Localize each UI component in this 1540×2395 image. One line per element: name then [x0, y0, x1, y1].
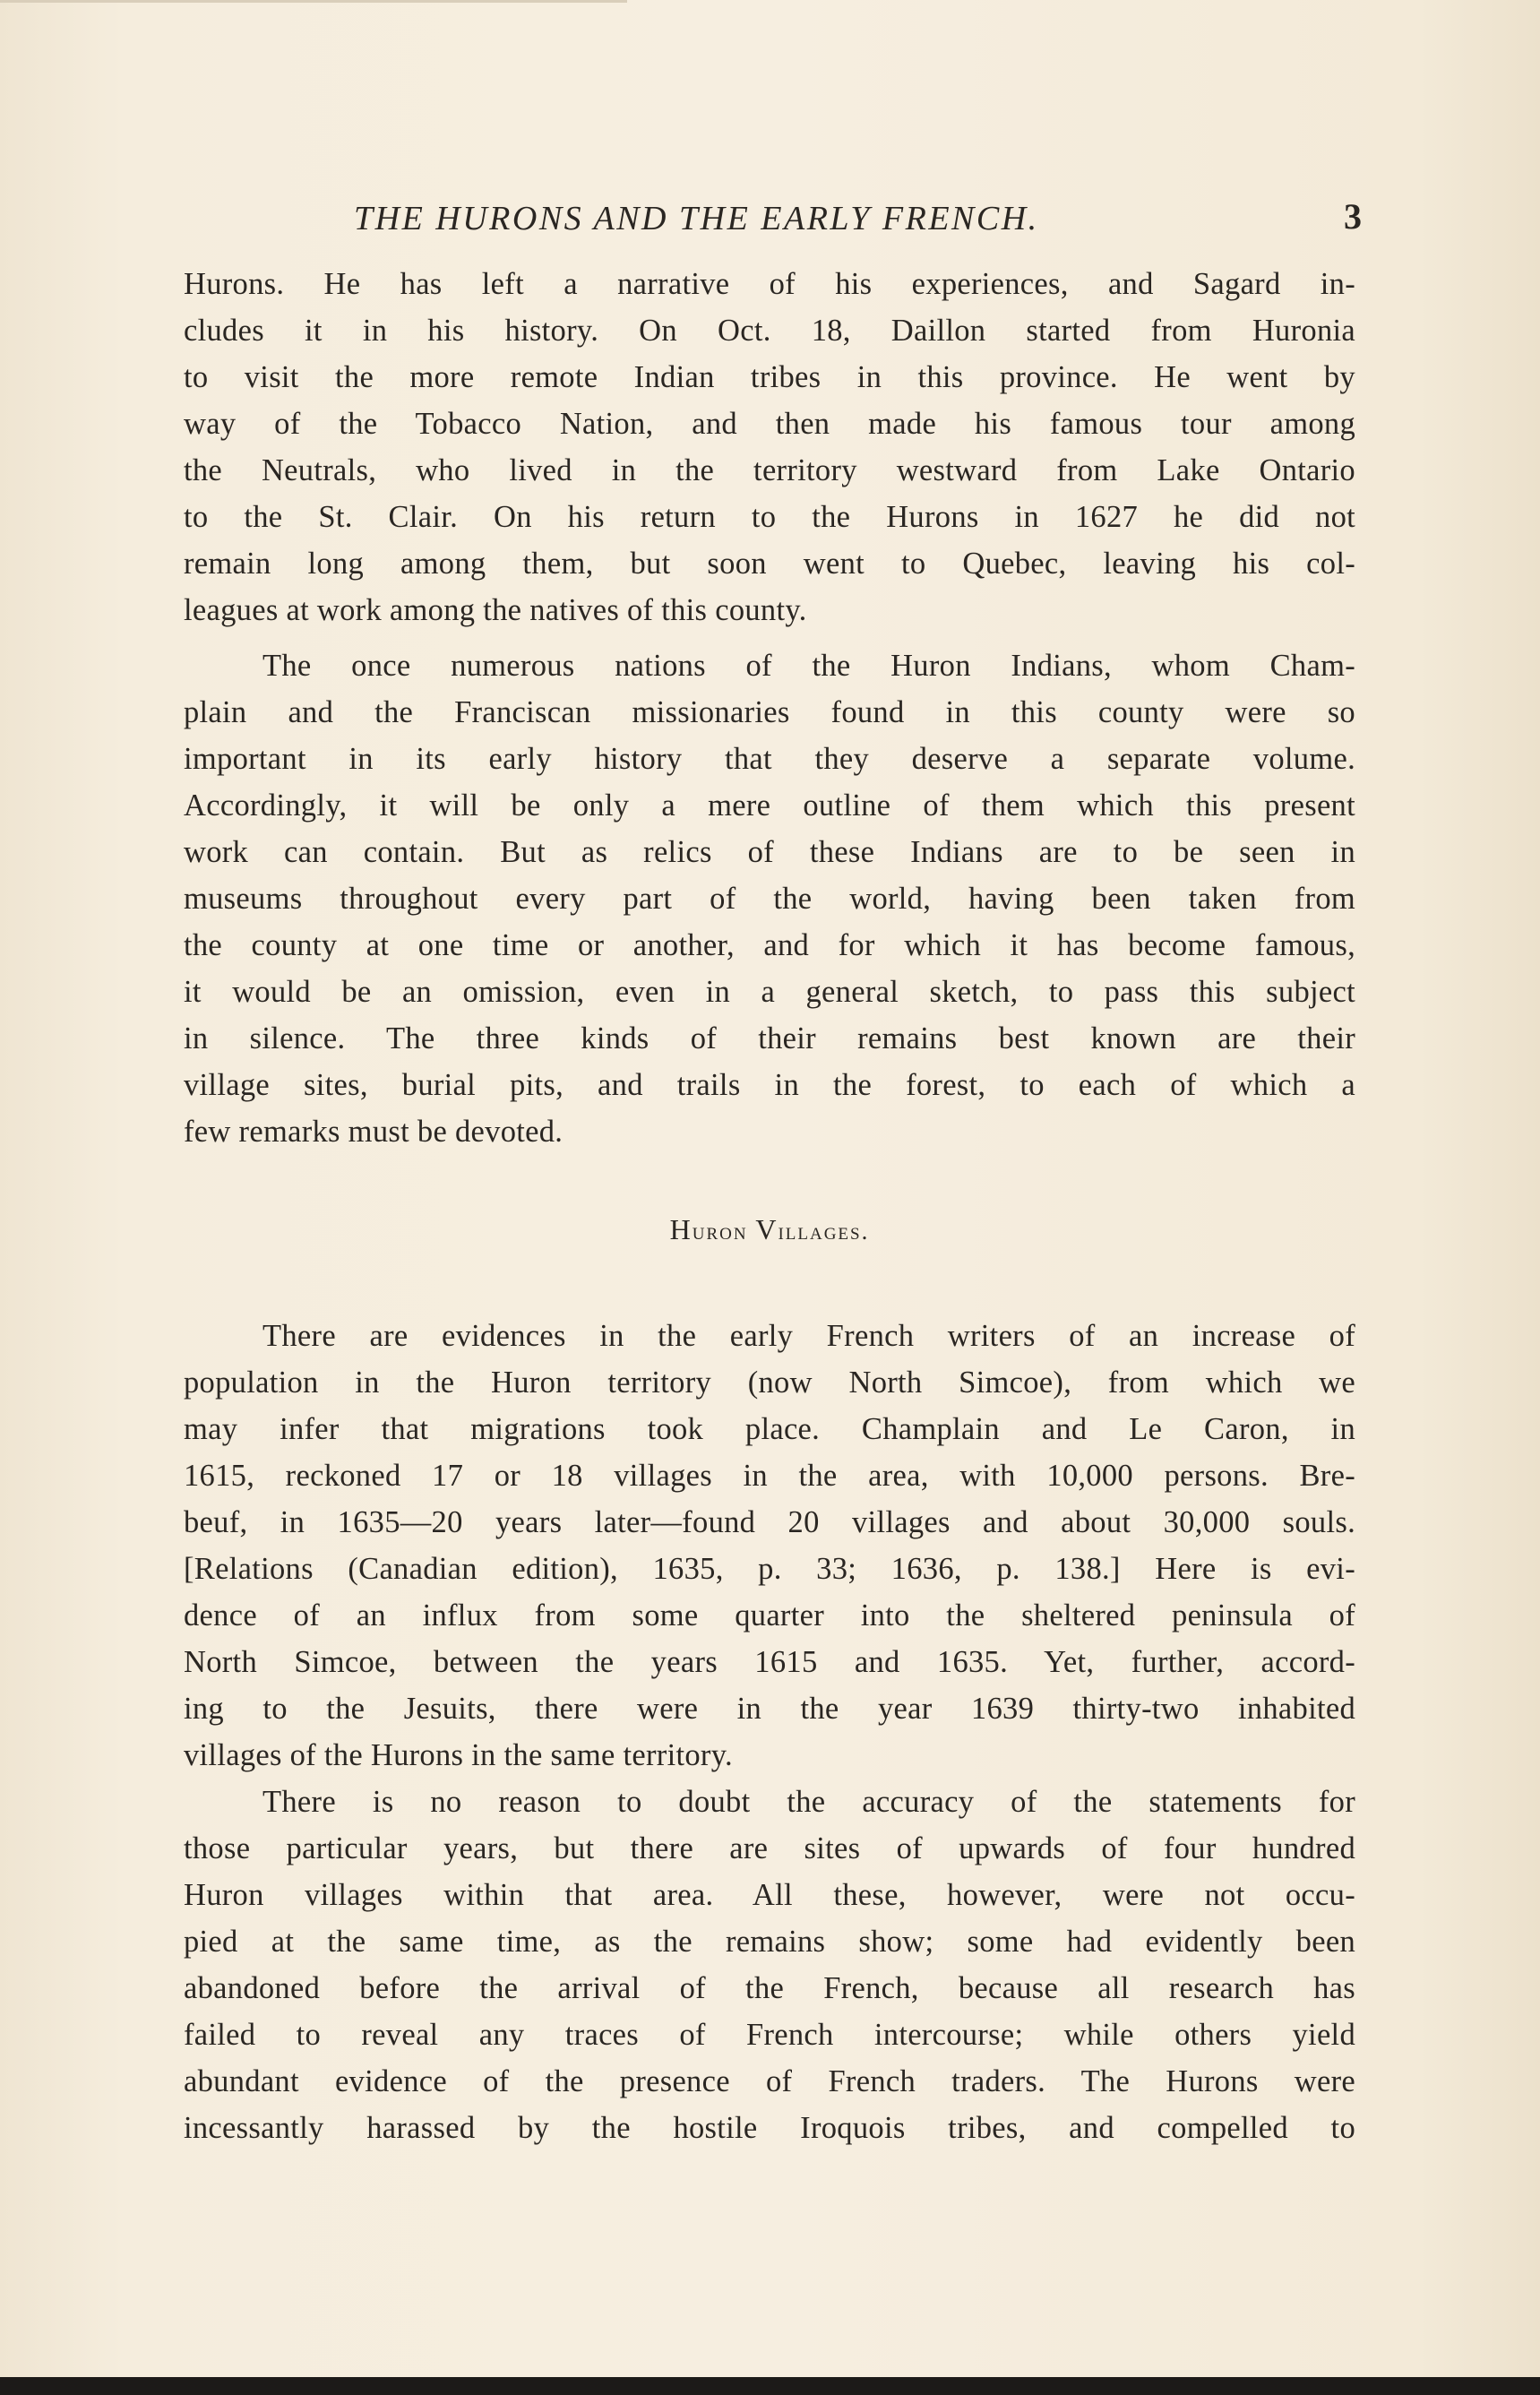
heading-initial: H — [669, 1213, 693, 1245]
heading-word: illages. — [778, 1218, 870, 1245]
text-line: 1615, reckoned 17 or 18 villages in the area, with 10,000 persons. Bre- — [184, 1459, 1355, 1493]
text-line: beuf, in 1635—20 years later—found 20 villages and about 30,000 souls. — [184, 1505, 1355, 1539]
text-line: the Neutrals, who lived in the territory westward from Lake Ontario — [184, 453, 1355, 487]
text-line: ing to the Jesuits, there were in the year 1639 thirty-two inhabited — [184, 1692, 1355, 1726]
page-number: 3 — [1344, 196, 1362, 237]
paragraph — [184, 1779, 1355, 2151]
text-line: way of the Tobacco Nation, and then made his famous tour among — [184, 407, 1355, 441]
text-line: villages of the Hurons in the same territory. — [184, 1738, 733, 1772]
text-line: failed to reveal any traces of French intercourse; while others yield — [184, 2018, 1355, 2052]
text-line: leagues at work among the natives of this county. — [184, 593, 807, 627]
text-line: Accordingly, it will be only a mere outline of them which this present — [184, 788, 1355, 823]
text-line: abandoned before the arrival of the French, because all research has — [184, 1971, 1355, 2005]
text-line: pied at the same time, as the remains show; some had evidently been — [184, 1925, 1355, 1959]
text-line: to the St. Clair. On his return to the Hurons in 1627 he did not — [184, 500, 1355, 534]
paragraph — [184, 642, 1355, 1155]
heading-initial: V — [755, 1213, 779, 1245]
text-line: cludes it in his history. On Oct. 18, Daillon started from Huronia — [184, 314, 1355, 348]
text-line: remain long among them, but soon went to Quebec, leaving his col- — [184, 547, 1355, 581]
running-title: THE HURONS AND THE EARLY FRENCH. — [354, 200, 1039, 237]
body-text — [184, 261, 1355, 2151]
text-line: to visit the more remote Indian tribes in this province. He went by — [184, 360, 1355, 394]
text-line: few remarks must be devoted. — [184, 1115, 564, 1149]
text-line: Hurons. He has left a narrative of his experiences, and Sagard in- — [184, 267, 1355, 301]
text-line: in silence. The three kinds of their remains best known are their — [184, 1021, 1355, 1055]
text-line: may infer that migrations took place. Champlain and Le Caron, in — [184, 1412, 1355, 1446]
running-head — [184, 190, 1362, 244]
text-line: incessantly harassed by the hostile Iroquois tribes, and compelled to — [184, 2111, 1355, 2145]
text-line: important in its early history that they deserve a separate volume. — [184, 742, 1355, 776]
section-heading — [184, 1206, 1355, 1253]
text-line: work can contain. But as relics of these Indians are to be seen in — [184, 835, 1355, 869]
page-top-edge — [0, 0, 627, 3]
paragraph — [184, 261, 1355, 633]
text-line: Huron villages within that area. All these, however, were not occu- — [184, 1878, 1355, 1912]
heading-word: uron — [692, 1218, 756, 1245]
text-line: North Simcoe, between the years 1615 and 1635. Yet, further, accord- — [184, 1645, 1355, 1679]
text-line: There are evidences in the early French writers of an increase of — [262, 1319, 1355, 1353]
text-line: There is no reason to doubt the accuracy of the statements for — [262, 1785, 1355, 1819]
text-line: [Relations (Canadian edition), 1635, p. 33; 1636, p. 138.] Here is evi- — [184, 1552, 1355, 1586]
paragraph — [184, 1313, 1355, 1779]
text-line: those particular years, but there are sites of upwards of four hundred — [184, 1831, 1355, 1865]
text-line: population in the Huron territory (now North Simcoe), from which we — [184, 1365, 1355, 1400]
text-line: abundant evidence of the presence of French traders. The Hurons were — [184, 2064, 1355, 2098]
text-line: museums throughout every part of the world, having been taken from — [184, 882, 1355, 916]
page-bottom-edge — [0, 2377, 1540, 2395]
text-line: plain and the Franciscan missionaries found in this county were so — [184, 695, 1355, 729]
text-line: The once numerous nations of the Huron Indians, whom Cham- — [262, 649, 1355, 683]
text-line: dence of an influx from some quarter into the sheltered peninsula of — [184, 1598, 1355, 1633]
text-line: the county at one time or another, and for which it has become famous, — [184, 928, 1355, 962]
text-line: village sites, burial pits, and trails in the forest, to each of which a — [184, 1068, 1355, 1102]
text-line: it would be an omission, even in a general sketch, to pass this subject — [184, 975, 1355, 1009]
